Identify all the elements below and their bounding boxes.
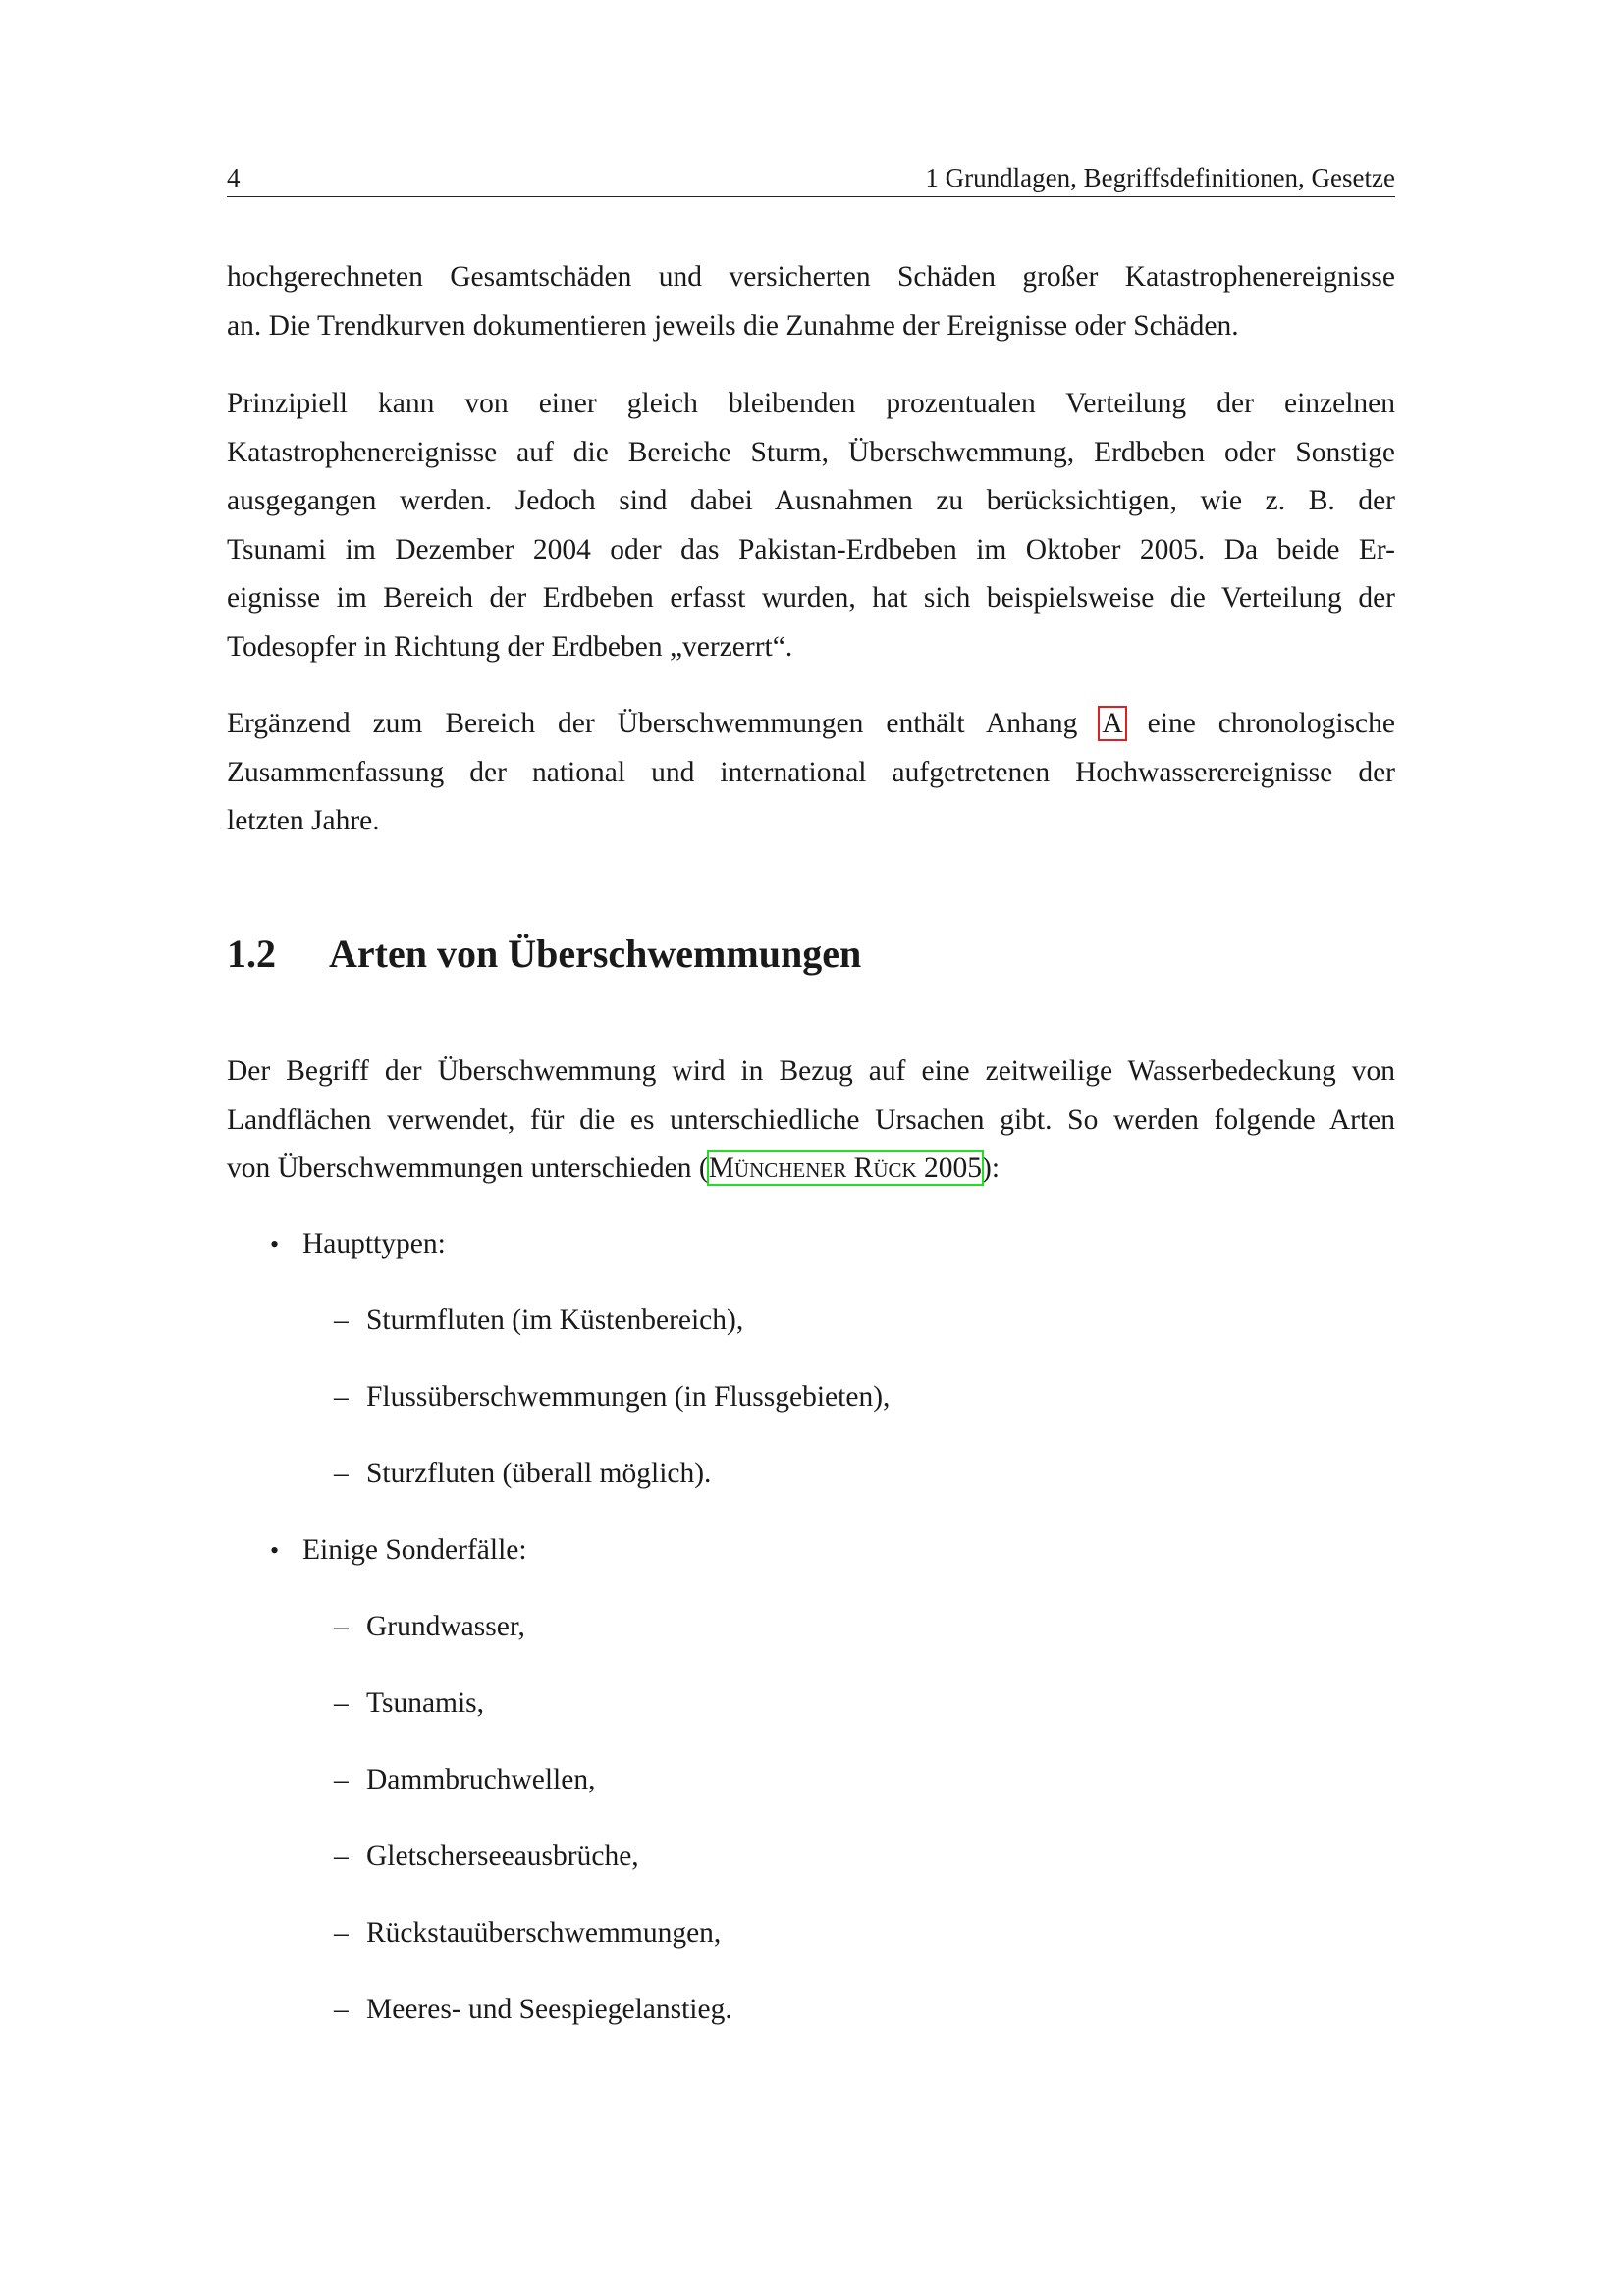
running-header: [227, 159, 1395, 197]
sub-list-text: Meeres- und Seespiegelanstieg.: [366, 1994, 732, 2025]
page-number: 4: [227, 163, 241, 192]
list-label: Haupttypen:: [302, 1228, 446, 1259]
text-line: hochgerechneten Gesamtschäden und versicherten Schäden großer Katastrophenereignisse: [227, 261, 1395, 293]
bullet-icon: •: [270, 1536, 280, 1565]
sub-list-item: [334, 1683, 484, 1723]
bullet-icon: •: [270, 1230, 280, 1258]
section-heading: [227, 931, 861, 977]
list-item: [270, 1530, 527, 1571]
dash-icon: –: [334, 1764, 349, 1795]
text-line: [227, 1145, 1395, 1194]
sub-list-text: Sturzfluten (überall möglich).: [366, 1458, 712, 1489]
list-label: Einige Sonderfälle:: [302, 1534, 527, 1566]
dash-icon: –: [334, 1994, 349, 2025]
paragraph-1: [227, 253, 1395, 350]
paragraph-4: [227, 1047, 1395, 1194]
paragraph-2: [227, 380, 1395, 671]
section-number: 1.2: [227, 932, 276, 976]
text-line: [227, 700, 1395, 749]
sub-list-item: [334, 1301, 743, 1340]
text-line: Der Begriff der Überschwemmung wird in Bezug auf eine zeitweilige Wasserbedeckung von: [227, 1055, 1395, 1087]
citation-link[interactable]: [709, 1152, 982, 1184]
sub-list-item: [334, 1607, 525, 1646]
text-line: Zusammenfassung der national und international aufgetretenen Hochwasserereignisse der: [227, 756, 1395, 788]
citation-author: Münchener Rück: [708, 1152, 917, 1184]
text-line: Prinzipiell kann von einer gleich bleibenden prozentualen Verteilung der einzelnen: [227, 388, 1395, 419]
sub-list-text: Gletscherseeausbrüche,: [366, 1841, 639, 1872]
citation-year: 2005: [924, 1152, 983, 1184]
dash-icon: –: [334, 1687, 349, 1719]
dash-icon: –: [334, 1611, 349, 1642]
sub-list-item: [334, 1837, 639, 1876]
sub-list-item: [334, 1990, 732, 2029]
chapter-title: 1 Grundlagen, Begriffsdefinitionen, Gesetze: [925, 163, 1395, 192]
dash-icon: –: [334, 1305, 349, 1336]
dash-icon: –: [334, 1458, 349, 1489]
text-line: Landflächen verwendet, für die es unterschiedliche Ursachen gibt. So werden folgende Arten: [227, 1103, 1395, 1136]
dash-icon: –: [334, 1381, 349, 1413]
dash-icon: –: [334, 1841, 349, 1872]
sub-list-item: [334, 1913, 721, 1952]
text-fragment: Ergänzend zum Bereich der Überschwemmungen enthält Anhang: [227, 708, 1078, 739]
text-line: Tsunami im Dezember 2004 oder das Pakistan-Erdbeben im Oktober 2005. Da beide Er-: [227, 533, 1395, 565]
list-item: [270, 1224, 446, 1264]
sub-list-item: [334, 1377, 890, 1416]
text-line: letzten Jahre.: [227, 805, 380, 836]
text-fragment: von Überschwemmungen unterschieden (: [227, 1152, 709, 1184]
sub-list-item: [334, 1454, 711, 1493]
paragraph-3: [227, 700, 1395, 846]
appendix-link[interactable]: A: [1102, 708, 1123, 739]
dash-icon: –: [334, 1917, 349, 1949]
text-line: Todesopfer in Richtung der Erdbeben „verzerrt“.: [227, 630, 793, 663]
text-fragment: eine chronologische: [1147, 708, 1395, 739]
sub-list-text: Sturmfluten (im Küstenbereich),: [366, 1305, 744, 1336]
sub-list-text: Grundwasser,: [366, 1611, 525, 1642]
sub-list-text: Tsunamis,: [366, 1687, 485, 1719]
text-line: eignisse im Bereich der Erdbeben erfasst wurden, hat sich beispielsweise die Verteilung der: [227, 582, 1395, 614]
sub-list-item: [334, 1760, 595, 1799]
sub-list-text: Rückstauüberschwemmungen,: [366, 1917, 722, 1949]
text-fragment: ):: [982, 1152, 1001, 1184]
section-title: Arten von Überschwemmungen: [329, 932, 862, 976]
text-line: an. Die Trendkurven dokumentieren jeweils die Zunahme der Ereignisse oder Schäden.: [227, 309, 1239, 342]
text-line: ausgegangen werden. Jedoch sind dabei Ausnahmen zu berücksichtigen, wie z. B. der: [227, 485, 1395, 516]
text-line: Katastrophenereignisse auf die Bereiche Sturm, Überschwemmung, Erdbeben oder Sonstige: [227, 436, 1395, 468]
sub-list-text: Flussüberschwemmungen (in Flussgebieten),: [366, 1381, 891, 1413]
sub-list-text: Dammbruchwellen,: [366, 1764, 596, 1795]
